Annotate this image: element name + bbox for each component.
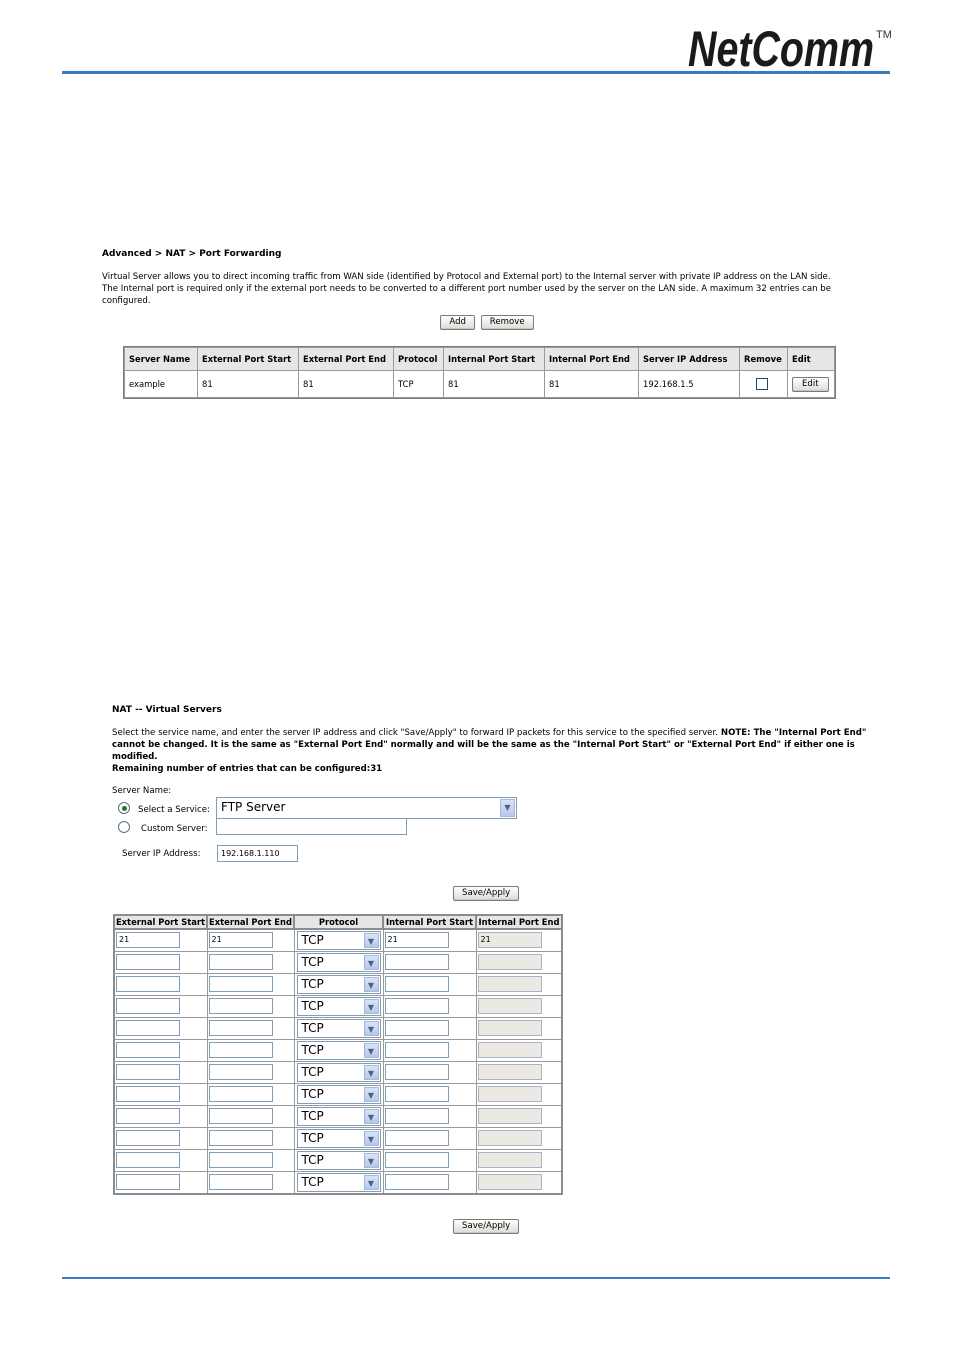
table-row	[114, 1128, 562, 1150]
ext-port-start-input[interactable]	[116, 1174, 180, 1190]
header-rule	[62, 71, 890, 74]
server-ip-input[interactable]: 192.168.1.110	[217, 845, 298, 862]
save-apply-button-bottom[interactable]: Save/Apply	[453, 1219, 519, 1234]
int-port-start-input[interactable]	[385, 1152, 449, 1168]
table-row	[114, 1172, 562, 1195]
int-port-end-input	[478, 976, 542, 992]
table-row	[114, 1150, 562, 1172]
cell-protocol: TCP	[394, 371, 444, 398]
table-row	[114, 1084, 562, 1106]
table-row	[114, 996, 562, 1018]
custom-server-label: Custom Server:	[141, 824, 208, 834]
ext-port-end-input[interactable]	[209, 1064, 273, 1080]
ext-port-start-input[interactable]	[116, 1130, 180, 1146]
int-port-end-input	[478, 1152, 542, 1168]
ext-port-end-input[interactable]	[209, 1042, 273, 1058]
col-internal-port-start: Internal Port Start	[444, 348, 545, 371]
cell-ext-start: 81	[198, 371, 299, 398]
ext-port-start-input[interactable]	[116, 1108, 180, 1124]
protocol-value: TCP	[301, 1131, 324, 1145]
col-protocol: Protocol	[394, 348, 444, 371]
footer-rule	[62, 1277, 890, 1279]
int-port-end-input	[478, 1042, 542, 1058]
protocol-value: TCP	[301, 1087, 324, 1101]
virtual-servers-note	[112, 727, 872, 763]
int-port-start-input[interactable]	[385, 1108, 449, 1124]
ext-port-start-input[interactable]	[116, 1042, 180, 1058]
protocol-select[interactable]	[297, 1041, 381, 1060]
table-header-row	[125, 348, 835, 371]
chevron-down-icon: ▼	[364, 1043, 379, 1058]
ext-port-end-input[interactable]	[209, 1108, 273, 1124]
int-port-end-input	[478, 1086, 542, 1102]
protocol-value: TCP	[301, 1065, 324, 1079]
breadcrumb: Advanced > NAT > Port Forwarding	[102, 249, 282, 259]
int-port-start-input[interactable]	[385, 1020, 449, 1036]
ext-port-start-input[interactable]	[116, 976, 180, 992]
protocol-value: TCP	[301, 1021, 324, 1035]
col-internal-port-end: Internal Port End	[545, 348, 639, 371]
cell-ext-end: 81	[299, 371, 394, 398]
col-external-port-start: External Port Start	[198, 348, 299, 371]
protocol-value: TCP	[301, 955, 324, 969]
int-port-end-input	[478, 1108, 542, 1124]
col-protocol: Protocol	[294, 915, 383, 929]
table-row	[114, 1062, 562, 1084]
table-row	[114, 929, 562, 952]
ext-port-end-input[interactable]	[209, 1086, 273, 1102]
ext-port-end-input[interactable]	[209, 1020, 273, 1036]
ext-port-start-input[interactable]	[116, 1086, 180, 1102]
chevron-down-icon: ▼	[364, 1109, 379, 1124]
int-port-end-input	[478, 1174, 542, 1190]
netcomm-logo	[688, 22, 893, 70]
virtual-servers-section	[112, 704, 872, 775]
ext-port-start-input[interactable]	[116, 998, 180, 1014]
int-port-end-input	[478, 998, 542, 1014]
int-port-end-input	[478, 1020, 542, 1036]
protocol-select[interactable]	[297, 1151, 381, 1170]
int-port-start-input[interactable]	[385, 1130, 449, 1146]
ext-port-start-input[interactable]: 21	[116, 932, 180, 948]
int-port-start-input[interactable]	[385, 1064, 449, 1080]
protocol-select[interactable]	[297, 1107, 381, 1126]
select-service-radio[interactable]	[118, 802, 130, 814]
ext-port-end-input[interactable]	[209, 1174, 273, 1190]
note-warning: NOTE: The "Internal Port End" cannot be changed. It is the same as "External Port End" normally and will be the same as the "Internal Port Start" or "External Port End" if either one is modified.	[112, 728, 867, 762]
select-service-label: Select a Service:	[138, 805, 210, 815]
cell-server-name: example	[125, 371, 198, 398]
protocol-select[interactable]	[297, 953, 381, 972]
col-external-port-end: External Port End	[207, 915, 294, 929]
port-forwarding-description: Virtual Server allows you to direct incoming traffic from WAN side (identified by Protocol and External port) to the Internal server with private IP address on the LAN side. The Internal port is required only if the external port needs to be converted to a different port number used by the server on the LAN side. A maximum 32 entries can be configured.	[102, 272, 832, 306]
int-port-start-input[interactable]	[385, 1086, 449, 1102]
int-port-start-input[interactable]: 21	[385, 932, 449, 948]
chevron-down-icon: ▼	[364, 933, 379, 948]
col-edit: Edit	[788, 348, 835, 371]
chevron-down-icon: ▼	[364, 955, 379, 970]
server-ip-label: Server IP Address:	[122, 849, 201, 859]
service-select-value: FTP Server	[221, 800, 286, 814]
logo-text: NetComm	[688, 22, 874, 70]
col-remove: Remove	[740, 348, 788, 371]
ext-port-start-input[interactable]	[116, 1020, 180, 1036]
ext-port-start-input[interactable]	[116, 1152, 180, 1168]
protocol-select[interactable]	[297, 931, 381, 950]
note-text: Select the service name, and enter the server IP address and click "Save/Apply" to forward IP packets for this service to the specified server.	[112, 728, 718, 738]
protocol-select[interactable]	[297, 1173, 381, 1192]
int-port-end-input	[478, 1064, 542, 1080]
cell-int-end: 81	[545, 371, 639, 398]
add-button[interactable]: Add	[440, 315, 475, 330]
col-internal-port-end: Internal Port End	[476, 915, 562, 929]
port-forwarding-section	[102, 248, 842, 330]
chevron-down-icon: ▼	[364, 1065, 379, 1080]
chevron-down-icon: ▼	[364, 1175, 379, 1190]
table-row	[114, 952, 562, 974]
protocol-select[interactable]	[297, 975, 381, 994]
col-internal-port-start: Internal Port Start	[383, 915, 476, 929]
protocol-select[interactable]	[297, 997, 381, 1016]
remove-checkbox[interactable]	[756, 378, 768, 390]
protocol-value: TCP	[301, 977, 324, 991]
int-port-start-input[interactable]	[385, 998, 449, 1014]
col-external-port-start: External Port Start	[115, 917, 206, 927]
protocol-value: TCP	[301, 1175, 324, 1189]
table-row	[114, 1040, 562, 1062]
col-server-name: Server Name	[125, 348, 198, 371]
ext-port-end-input[interactable]	[209, 998, 273, 1014]
virtual-servers-title: NAT -- Virtual Servers	[112, 705, 222, 715]
chevron-down-icon: ▼	[364, 1087, 379, 1102]
int-port-start-input[interactable]	[385, 1042, 449, 1058]
protocol-value: TCP	[301, 1043, 324, 1057]
col-server-ip: Server IP Address	[639, 348, 740, 371]
chevron-down-icon: ▼	[364, 977, 379, 992]
chevron-down-icon: ▼	[364, 1021, 379, 1036]
custom-server-radio[interactable]	[118, 821, 130, 833]
remove-button[interactable]: Remove	[481, 315, 534, 330]
ext-port-end-input[interactable]	[209, 1152, 273, 1168]
service-select[interactable]	[216, 797, 517, 819]
remaining-entries: Remaining number of entries that can be configured:31	[112, 764, 383, 774]
int-port-start-input[interactable]	[385, 976, 449, 992]
table-header-row	[114, 915, 562, 929]
table-row	[125, 371, 835, 398]
int-port-end-input: 21	[478, 932, 542, 948]
protocol-value: TCP	[301, 933, 324, 947]
virtual-servers-table	[113, 914, 563, 1195]
protocol-value: TCP	[301, 1153, 324, 1167]
col-external-port-end: External Port End	[299, 348, 394, 371]
ext-port-start-input[interactable]	[116, 1064, 180, 1080]
table-row	[114, 974, 562, 996]
cell-int-start: 81	[444, 371, 545, 398]
protocol-select[interactable]	[297, 1063, 381, 1082]
cell-server-ip: 192.168.1.5	[639, 371, 740, 398]
table-row	[114, 1106, 562, 1128]
protocol-value: TCP	[301, 1109, 324, 1123]
int-port-start-input[interactable]	[385, 1174, 449, 1190]
ext-port-end-input[interactable]	[209, 954, 273, 970]
chevron-down-icon: ▼	[364, 1153, 379, 1168]
chevron-down-icon: ▼	[364, 1131, 379, 1146]
ext-port-end-input[interactable]	[209, 976, 273, 992]
server-name-label: Server Name:	[112, 786, 172, 796]
chevron-down-icon: ▼	[364, 999, 379, 1014]
protocol-select[interactable]	[297, 1085, 381, 1104]
table-row	[114, 1018, 562, 1040]
int-port-end-input	[478, 1130, 542, 1146]
save-apply-button-top[interactable]: Save/Apply	[453, 886, 519, 901]
trademark: TM	[876, 29, 892, 41]
edit-button[interactable]: Edit	[792, 377, 829, 392]
ext-port-end-input[interactable]	[209, 1130, 273, 1146]
port-forwarding-table	[124, 347, 835, 398]
ext-port-end-input[interactable]: 21	[209, 932, 273, 948]
int-port-end-input	[478, 954, 542, 970]
chevron-down-icon: ▼	[500, 799, 515, 817]
custom-server-input[interactable]	[216, 818, 407, 835]
protocol-value: TCP	[301, 999, 324, 1013]
protocol-select[interactable]	[297, 1129, 381, 1148]
protocol-select[interactable]	[297, 1019, 381, 1038]
ext-port-start-input[interactable]	[116, 954, 180, 970]
int-port-start-input[interactable]	[385, 954, 449, 970]
